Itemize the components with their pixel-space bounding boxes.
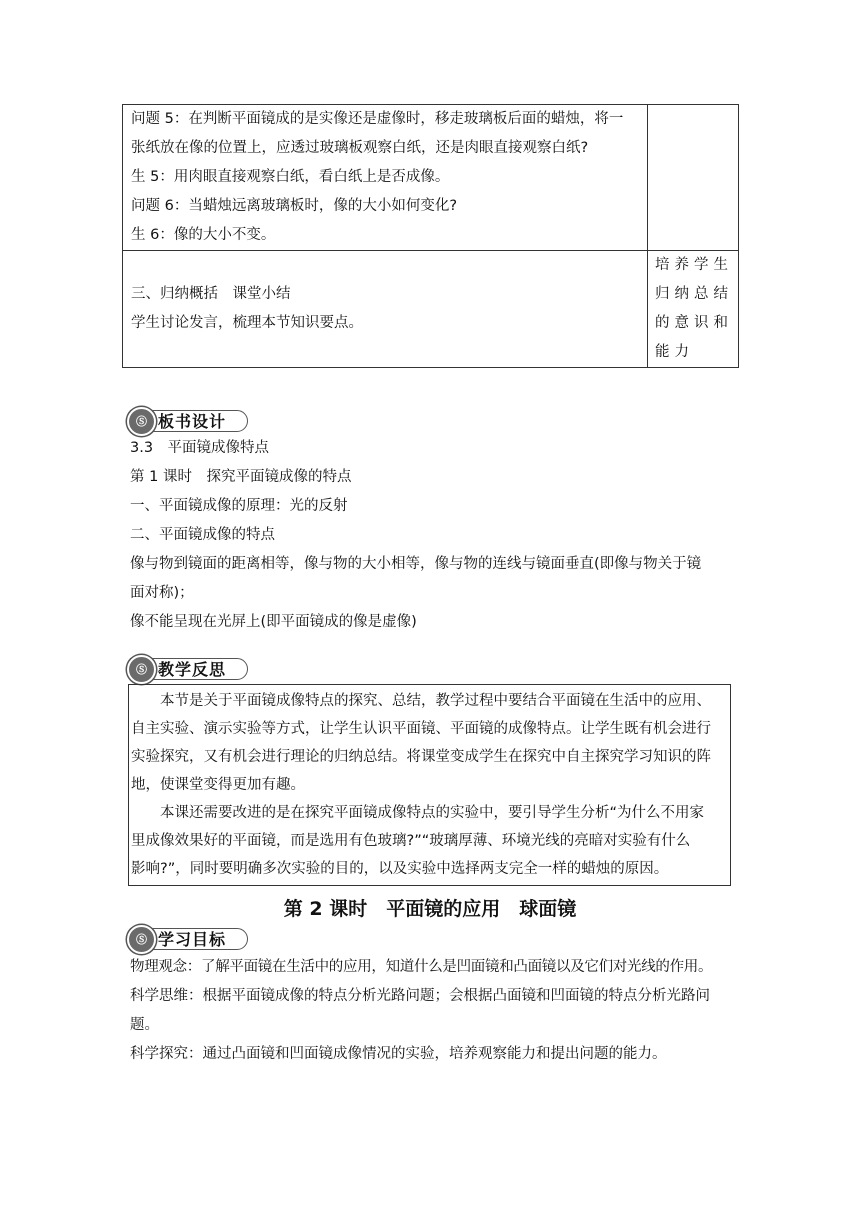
table-line: 的意识和 bbox=[655, 315, 733, 331]
text-line: 实验探究，又有机会进行理论的归纳总结。将课堂变成学生在探究中自主探究学习知识的阵 bbox=[131, 749, 711, 765]
text-line: 一、平面镜成像的原理：光的反射 bbox=[130, 498, 348, 514]
text-line: 第 1 课时 探究平面镜成像的特点 bbox=[130, 469, 352, 485]
text-line: 本课还需要改进的是在探究平面镜成像特点的实验中，要引导学生分析“为什么不用家 bbox=[131, 805, 705, 821]
text-line: 物理观念：了解平面镜在生活中的应用，知道什么是凹面镜和凸面镜以及它们对光线的作用。 bbox=[130, 959, 713, 975]
board-design-text bbox=[130, 434, 740, 637]
text-line: 里成像效果好的平面镜，而是选用有色玻璃?”“玻璃厚薄、环境光线的亮暗对实验有什么 bbox=[131, 833, 691, 849]
section-badge-board bbox=[128, 408, 248, 434]
text-line: 像不能呈现在光屏上(即平面镜成的像是虚像) bbox=[130, 614, 417, 630]
table-cell-process bbox=[123, 251, 648, 368]
table-line: 生 5：用肉眼直接观察白纸，看白纸上是否成像。 bbox=[131, 169, 450, 185]
lesson-table bbox=[122, 104, 739, 368]
text-line: 像与物到镜面的距离相等，像与物的大小相等，像与物的连线与镜面垂直(即像与物关于镜 bbox=[130, 556, 702, 572]
table-line: 归纳总结 bbox=[655, 286, 733, 302]
badge-title: 教学反思 bbox=[158, 660, 227, 679]
table-row bbox=[123, 251, 739, 368]
badge-title: 板书设计 bbox=[158, 412, 227, 431]
table-cell-process bbox=[123, 105, 648, 251]
text-line: 本节是关于平面镜成像特点的探究、总结，教学过程中要结合平面镜在生活中的应用、 bbox=[131, 693, 711, 709]
table-cell-intent bbox=[648, 105, 739, 251]
section-badge-objectives bbox=[128, 926, 248, 952]
table-line: 能力 bbox=[655, 344, 694, 360]
table-line: 问题 5：在判断平面镜成的是实像还是虚像时，移走玻璃板后面的蜡烛，将一 bbox=[131, 111, 624, 127]
lesson2-title: 第 2 课时 平面镜的应用 球面镜 bbox=[283, 898, 577, 920]
table-line: 培养学生 bbox=[655, 257, 733, 273]
text-line: 地，使课堂变得更加有趣。 bbox=[131, 777, 305, 793]
text-line: 自主实验、演示实验等方式，让学生认识平面镜、平面镜的成像特点。让学生既有机会进行 bbox=[131, 721, 711, 737]
section-badge-reflection bbox=[128, 656, 248, 682]
text-line: 影响?”，同时要明确多次实验的目的，以及实验中选择两支完全一样的蜡烛的原因。 bbox=[131, 861, 669, 877]
table-line: 生 6：像的大小不变。 bbox=[131, 227, 276, 243]
table-row bbox=[123, 105, 739, 251]
table-line: 学生讨论发言，梳理本节知识要点。 bbox=[131, 315, 363, 331]
text-line: 科学探究：通过凸面镜和凹面镜成像情况的实验，培养观察能力和提出问题的能力。 bbox=[130, 1046, 667, 1062]
text-line: 二、平面镜成像的特点 bbox=[130, 527, 275, 543]
table-cell-intent bbox=[648, 251, 739, 368]
text-line: 面对称)； bbox=[130, 585, 194, 601]
reflection-box bbox=[128, 684, 731, 886]
objectives-text bbox=[130, 953, 740, 1069]
table-line: 三、归纳概括 课堂小结 bbox=[131, 286, 291, 302]
badge-icon: Ⓢ bbox=[127, 925, 156, 954]
badge-icon: Ⓢ bbox=[127, 407, 156, 436]
table-line: 问题 6：当蜡烛远离玻璃板时，像的大小如何变化? bbox=[131, 198, 458, 214]
text-line: 题。 bbox=[130, 1017, 159, 1033]
text-line: 科学思维：根据平面镜成像的特点分析光路问题；会根据凸面镜和凹面镜的特点分析光路问 bbox=[130, 988, 710, 1004]
badge-icon: Ⓢ bbox=[127, 655, 156, 684]
badge-title: 学习目标 bbox=[158, 930, 227, 949]
text-line: 3.3 平面镜成像特点 bbox=[130, 440, 270, 456]
table-line: 张纸放在像的位置上，应透过玻璃板观察白纸，还是肉眼直接观察白纸? bbox=[131, 140, 589, 156]
